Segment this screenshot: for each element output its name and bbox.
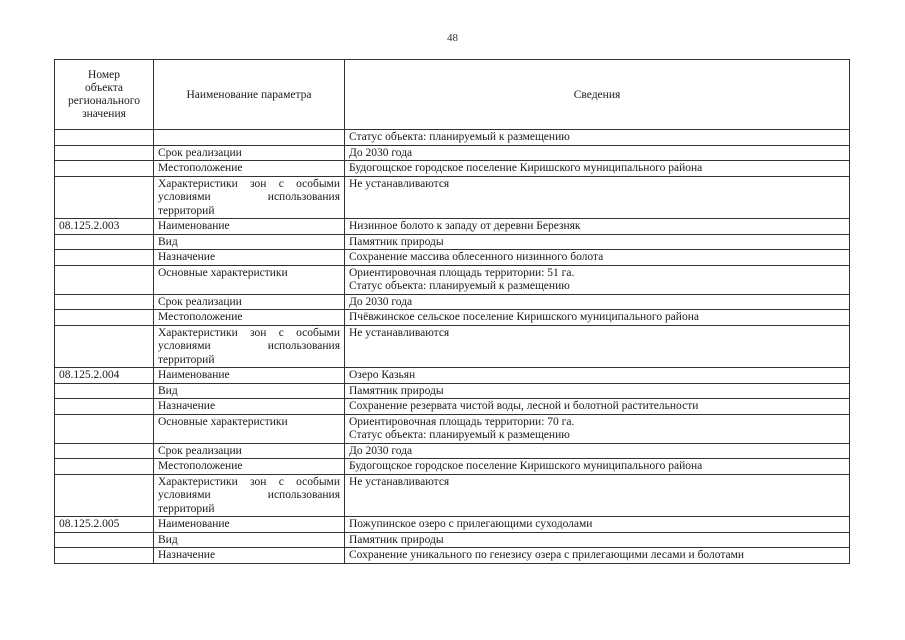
table-row — [55, 176, 850, 219]
object-number-cell — [55, 399, 154, 415]
table-row — [55, 414, 850, 443]
object-number-cell — [55, 176, 154, 219]
object-number-cell: 08.125.2.003 — [55, 219, 154, 235]
header-info: Сведения — [345, 60, 850, 130]
info-line: Пожупинское озеро с прилегающими суходолами — [349, 518, 593, 530]
table-row — [55, 383, 850, 399]
object-number-cell — [55, 414, 154, 443]
object-number-cell — [55, 130, 154, 146]
table-row — [55, 250, 850, 266]
parameter-name-cell: Характеристики зон с особыми условиями использования территорий — [154, 176, 345, 219]
object-number-cell — [55, 145, 154, 161]
parameter-name-cell: Срок реализации — [154, 294, 345, 310]
parameter-name-cell: Наименование — [154, 219, 345, 235]
info-line: Памятник природы — [349, 533, 444, 546]
info-line: Сохранение резервата чистой воды, лесной и болотной растительности — [349, 400, 699, 412]
object-number-cell — [55, 265, 154, 294]
info-cell — [345, 176, 850, 219]
info-cell — [345, 265, 850, 294]
info-line: Сохранение массива облесенного низинного болота — [349, 251, 604, 263]
info-line: Не устанавливаются — [349, 326, 450, 339]
table-row — [55, 310, 850, 326]
info-line: До 2030 года — [349, 295, 413, 308]
table-row — [55, 532, 850, 548]
table-row — [55, 399, 850, 415]
info-cell — [345, 443, 850, 459]
table-row — [55, 294, 850, 310]
table-row — [55, 368, 850, 384]
parameter-name-cell: Характеристики зон с особыми условиями использования территорий — [154, 325, 345, 368]
table-body — [55, 130, 850, 564]
info-line: До 2030 года — [349, 444, 413, 457]
parameter-name-cell: Вид — [154, 234, 345, 250]
parameter-name-cell: Основные характеристики — [154, 265, 345, 294]
parameter-name-cell: Вид — [154, 532, 345, 548]
info-line: Ориентировочная площадь территории: 70 га. — [349, 415, 575, 428]
object-number-cell — [55, 310, 154, 326]
object-number-cell — [55, 532, 154, 548]
info-cell — [345, 383, 850, 399]
header-object-number: Номер объекта регионального значения — [55, 60, 154, 130]
info-cell — [345, 368, 850, 384]
info-cell — [345, 414, 850, 443]
info-cell — [345, 517, 850, 533]
table-row — [55, 474, 850, 517]
object-number-cell — [55, 474, 154, 517]
info-line: Статус объекта: планируемый к размещению — [349, 131, 570, 143]
object-number-cell — [55, 383, 154, 399]
parameter-name-cell: Назначение — [154, 250, 345, 266]
info-line: До 2030 года — [349, 146, 413, 159]
parameters-table — [54, 59, 850, 564]
table-row — [55, 325, 850, 368]
info-cell — [345, 474, 850, 517]
info-line: Сохранение уникального по генезису озера с прилегающими лесами и болотами — [349, 549, 745, 561]
header-parameter-name: Наименование параметра — [154, 60, 345, 130]
object-number-cell — [55, 234, 154, 250]
info-line: Статус объекта: планируемый к размещению — [349, 429, 570, 441]
info-cell — [345, 219, 850, 235]
parameter-name-cell — [154, 130, 345, 146]
parameter-name-cell: Срок реализации — [154, 145, 345, 161]
object-number-cell — [55, 459, 154, 475]
table-row — [55, 161, 850, 177]
parameter-name-cell: Местоположение — [154, 310, 345, 326]
info-cell — [345, 294, 850, 310]
info-cell — [345, 234, 850, 250]
info-line: Памятник природы — [349, 384, 444, 397]
parameter-name-cell: Местоположение — [154, 459, 345, 475]
object-number-cell — [55, 294, 154, 310]
info-cell — [345, 532, 850, 548]
info-cell — [345, 399, 850, 415]
info-cell — [345, 250, 850, 266]
table-row — [55, 517, 850, 533]
table-header — [55, 60, 850, 130]
info-cell — [345, 548, 850, 564]
info-cell — [345, 145, 850, 161]
table-row — [55, 219, 850, 235]
info-line: Статус объекта: планируемый к размещению — [349, 280, 570, 292]
table-row — [55, 234, 850, 250]
parameter-name-cell: Местоположение — [154, 161, 345, 177]
parameter-name-cell: Назначение — [154, 548, 345, 564]
object-number-cell: 08.125.2.005 — [55, 517, 154, 533]
info-line: Ориентировочная площадь территории: 51 га. — [349, 266, 575, 279]
info-line: Озеро Казьян — [349, 369, 416, 381]
info-line: Будогощское городское поселение Киришского муниципального района — [349, 460, 703, 472]
table-row — [55, 265, 850, 294]
info-line: Не устанавливаются — [349, 177, 450, 190]
table-row — [55, 130, 850, 146]
parameter-name-cell: Вид — [154, 383, 345, 399]
object-number-cell: 08.125.2.004 — [55, 368, 154, 384]
parameter-name-cell: Наименование — [154, 517, 345, 533]
info-cell — [345, 325, 850, 368]
info-line: Не устанавливаются — [349, 475, 450, 488]
info-cell — [345, 161, 850, 177]
table-row — [55, 548, 850, 564]
table-row — [55, 443, 850, 459]
info-line: Памятник природы — [349, 235, 444, 248]
info-line: Пчёвжинское сельское поселение Киришского муниципального района — [349, 311, 699, 323]
info-cell — [345, 459, 850, 475]
parameter-name-cell: Наименование — [154, 368, 345, 384]
object-number-cell — [55, 325, 154, 368]
info-line: Низинное болото к западу от деревни Березняк — [349, 220, 581, 232]
info-cell — [345, 130, 850, 146]
parameter-name-cell: Назначение — [154, 399, 345, 415]
info-line: Будогощское городское поселение Киришского муниципального района — [349, 162, 703, 174]
table-row — [55, 459, 850, 475]
info-cell — [345, 310, 850, 326]
parameter-name-cell: Характеристики зон с особыми условиями использования территорий — [154, 474, 345, 517]
object-number-cell — [55, 548, 154, 564]
parameter-name-cell: Основные характеристики — [154, 414, 345, 443]
parameter-name-cell: Срок реализации — [154, 443, 345, 459]
object-number-cell — [55, 161, 154, 177]
page-number: 48 — [447, 32, 458, 44]
object-number-cell — [55, 250, 154, 266]
table-row — [55, 145, 850, 161]
object-number-cell — [55, 443, 154, 459]
